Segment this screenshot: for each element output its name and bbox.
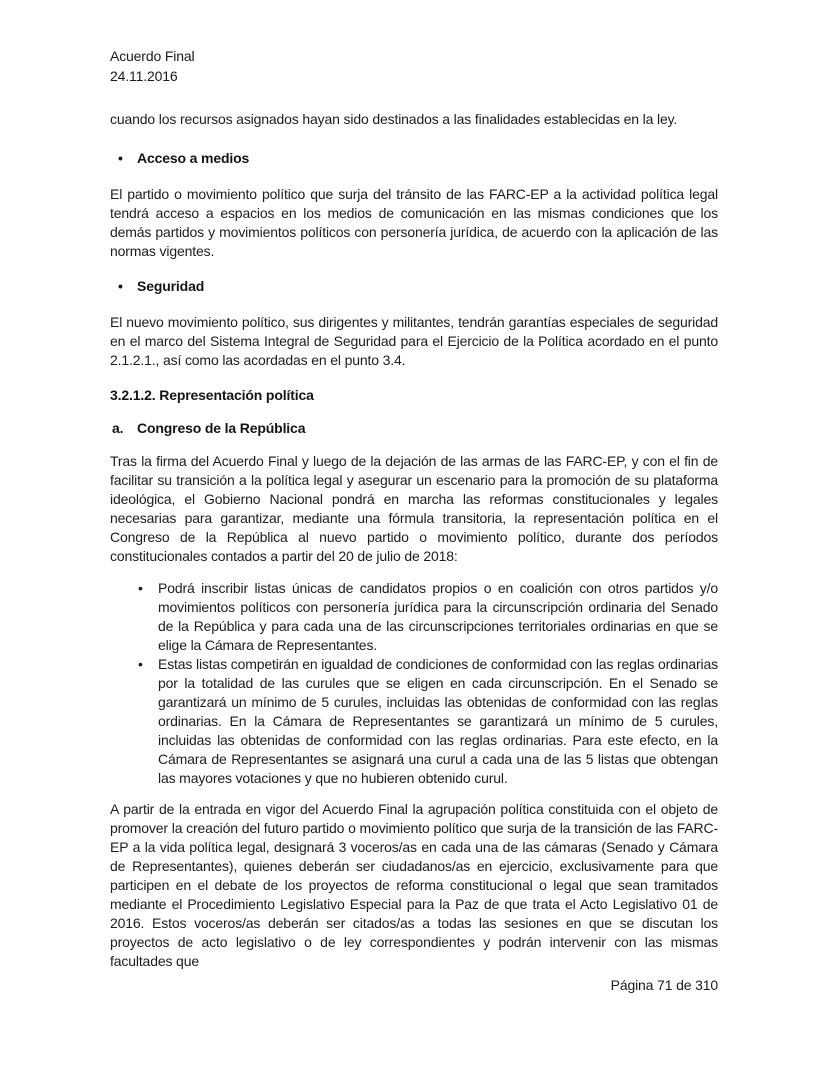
congress-bullet-list bbox=[110, 579, 718, 788]
document-title: Acuerdo Final bbox=[110, 48, 195, 64]
document-header bbox=[110, 46, 718, 86]
document-date: 24.11.2016 bbox=[110, 68, 178, 84]
closing-paragraph: A partir de la entrada en vigor del Acuerdo Final la agrupación política constituida con el objeto de promover la creación del futuro partido o movimiento político que surja de la transición de las FARC-EP a la vida política legal, designará 3 voceros/as en cada una de las cámaras (Senado y Cámara de Representantes), quienes deberán ser ciudadanos/as en ejercicio, exclusivamente para que participen en el debate de los proyectos de reforma constitucional o legal que sean tramitados mediante el Procedimiento Legislativo Especial para la Paz de que trata el Acto Legislativo 01 de 2016. Estos voceros/as deberán ser citados/as a todas las sesiones en que se discutan los proyectos de acto legislativo o de ley correspondientes y podrán intervenir con las mismas facultades que bbox=[110, 801, 718, 969]
congress-intro-paragraph: Tras la firma del Acuerdo Final y luego de la dejación de las armas de las FARC-EP, y con el fin de facilitar su transición a la política legal y asegurar un escenario para la promoción de su plataforma ideológica, el Gobierno Nacional pondrá en marcha las reformas constitucionales y legales necesarias para garantizar, mediante una fórmula transitoria, la representación política en el Congreso de la República al nuevo partido o movimiento político, durante dos períodos constitucionales contados a partir del 20 de julio de 2018: bbox=[110, 453, 718, 564]
security-heading: • Seguridad bbox=[110, 277, 718, 296]
security-paragraph: El nuevo movimiento político, sus dirigentes y militantes, tendrán garantías especiales de seguridad en el marco del Sistema Integral de Seguridad para el Ejercicio de la Política acordado en el punto 2.1.2.1., así como las acordadas en el punto 3.4. bbox=[110, 314, 718, 368]
intro-paragraph: cuando los recursos asignados hayan sido destinados a las finalidades establecidas en la ley. bbox=[110, 111, 678, 127]
page-number-label: Página 71 de 310 bbox=[610, 977, 718, 993]
list-item: • Estas listas competirán en igualdad de condiciones de conformidad con las reglas ordinarias por la totalidad de las curules que se eligen en cada circunscripción. En el Senado se garantizará un mínimo de 5 curules, incluidas las obtenidas de conformidad con las reglas ordinarias. En la Cámara de Representantes se garantizará un mínimo de 5 curules, incluidas las obtenidas de conformidad con las reglas ordinarias. Para este efecto, en la Cámara de Representantes se asignará una curul a cada una de las 5 listas que obtengan las mayores votaciones y que no hubieren obtenido curul. bbox=[110, 655, 718, 788]
subsection-ordinal: a. bbox=[112, 420, 124, 436]
media-access-paragraph: El partido o movimiento político que surja del tránsito de las FARC-EP a la actividad política legal tendrá acceso a espacios en los medios de comunicación en las mismas condiciones que los demás partidos y movimientos políticos con personería jurídica, de acuerdo con la aplicación de las normas vigentes. bbox=[110, 186, 718, 259]
subsection-title: Congreso de la República bbox=[137, 420, 306, 436]
subsection-heading-congress bbox=[110, 419, 718, 438]
section-heading-representation: 3.2.1.2. Representación política bbox=[110, 387, 314, 403]
list-item: • Podrá inscribir listas únicas de candidatos propios o en coalición con otros partidos y/o movimientos políticos con personería jurídica para la circunscripción ordinaria del Senado de la República y para cada una de las circunscripciones territoriales ordinarias en que se elige la Cámara de Representantes. bbox=[110, 579, 718, 655]
media-access-heading: • Acceso a medios bbox=[110, 149, 718, 168]
